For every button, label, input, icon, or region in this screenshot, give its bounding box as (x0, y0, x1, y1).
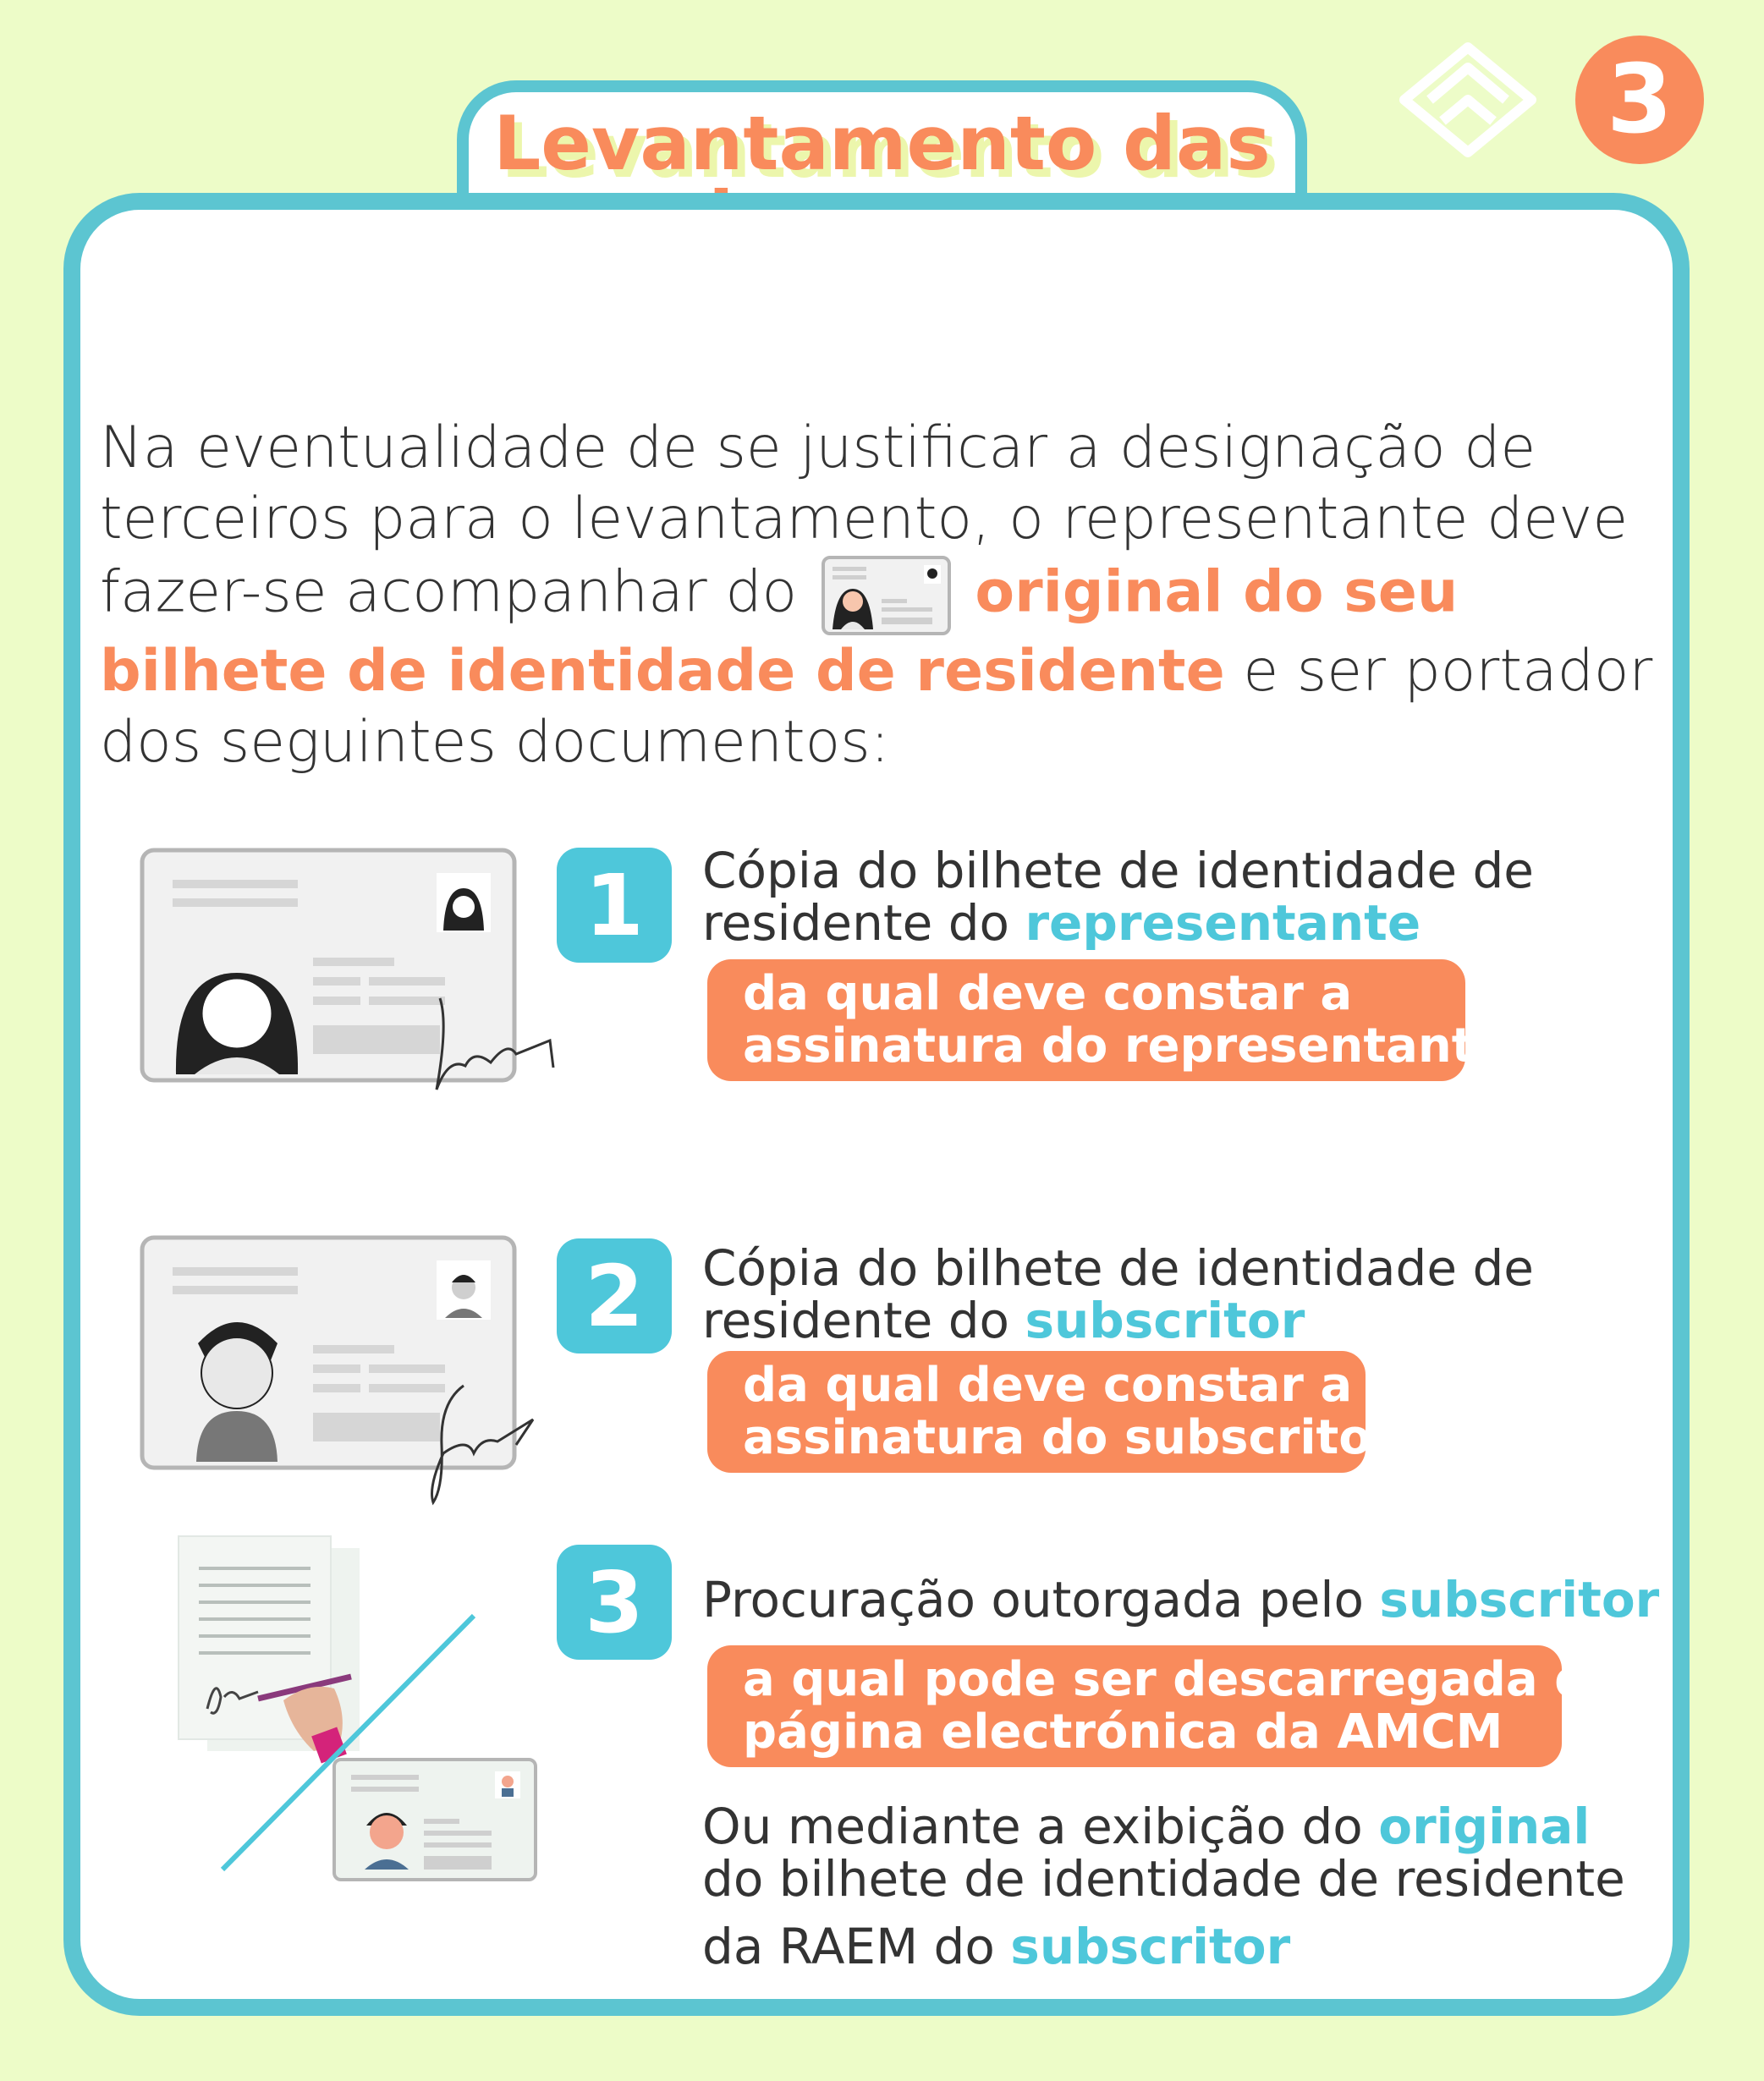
item-1-line-2 (702, 894, 1421, 952)
step-number-3: 3 (557, 1545, 672, 1660)
item-1-line-2-plain: residente do (702, 894, 1010, 952)
item-1-line-2-emph: representante (1025, 894, 1421, 952)
item-2-note-line-2: assinatura do subscritor (743, 1410, 1395, 1465)
item-2-line-2 (702, 1294, 1305, 1347)
id-card-icon (821, 555, 952, 636)
intro-highlight: original do seu bilhete de identidade de residente (100, 558, 1459, 705)
item-2-line-1: Cópia do bilhete de identidade de (702, 1239, 1534, 1297)
item-1-line-1: Cópia do bilhete de identidade de (702, 842, 1534, 899)
intro-text-after: e ser portador dos seguintes documentos: (100, 638, 1653, 776)
item-3-alt-line-1-emph: original (1378, 1798, 1591, 1855)
intro-paragraph (100, 413, 1690, 778)
item-3-alt-line-1 (702, 1800, 1590, 1853)
item-3-alt-line-1-plain: Ou mediante a exibição do (702, 1798, 1363, 1855)
item-3-alt-line-3-emph: subscritor (1010, 1918, 1291, 1975)
id-card-man-signature-icon (135, 1233, 567, 1513)
item-2-line-2-plain: residente do (702, 1292, 1010, 1349)
item-3-note-line-1: a qual pode ser descarregada da (743, 1652, 1620, 1707)
item-3-alt-line-2: do bilhete de identidade de residente (702, 1850, 1625, 1908)
item-3-note-pill (707, 1645, 1620, 1767)
item-3-line-1-plain: Procuração outorgada pelo (702, 1571, 1364, 1628)
item-3-line-1-emph: subscritor (1379, 1571, 1660, 1628)
item-2-note-pill (707, 1351, 1395, 1473)
item-3-line-1 (702, 1573, 1659, 1626)
item-2-line-2-emph: subscritor (1025, 1292, 1305, 1349)
item-3-alt-line-3 (702, 1920, 1290, 1973)
item-2-note-line-1: da qual deve constar a (743, 1358, 1353, 1413)
item-3-alt-line-3-plain: da RAEM do (702, 1918, 995, 1975)
amcm-diamond-logo-icon (1396, 41, 1540, 159)
item-1-note-pill (707, 959, 1507, 1081)
step-number-1: 1 (557, 848, 672, 963)
id-card-woman-signature-icon (135, 846, 567, 1100)
step-number-2: 2 (557, 1238, 672, 1353)
intro-text-before: Na eventualidade de se justificar a designação de terceiros para o levantamento, o representante deve fazer-se acompanhar do (100, 415, 1629, 626)
step-badge: 3 (1575, 36, 1704, 164)
item-3-note-line-2: página electrónica da AMCM (743, 1705, 1503, 1760)
item-1-note-line-2: assinatura do representante (743, 1019, 1507, 1073)
item-1-note-line-1: da qual deve constar a (743, 966, 1353, 1021)
signed-document-or-id-card-icon (173, 1531, 546, 1895)
title-line-1: Levantamento das (493, 100, 1271, 187)
